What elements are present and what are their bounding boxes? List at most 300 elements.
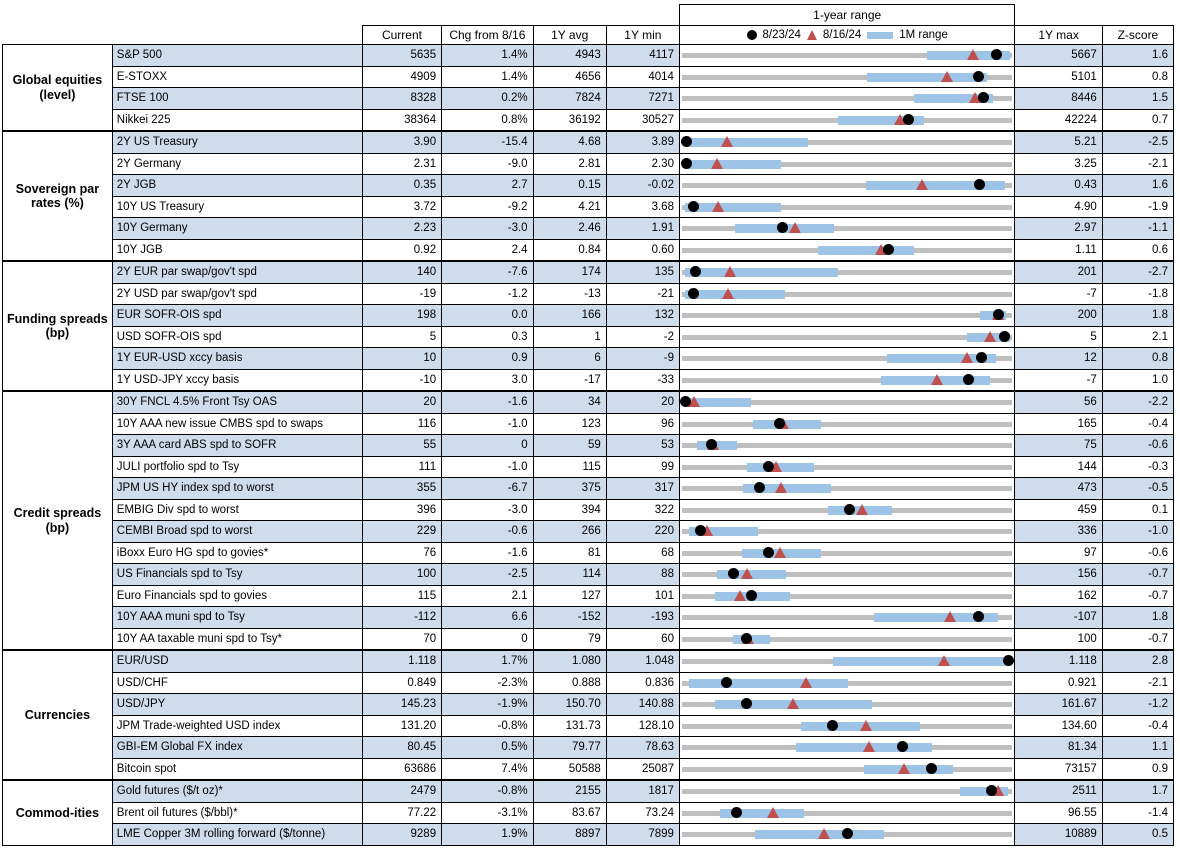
table-row — [3, 585, 1174, 607]
row-label: 10Y US Treasury — [112, 196, 362, 218]
table-row — [3, 521, 1174, 543]
cell-zscore: 1.6 — [1102, 175, 1173, 197]
cell-change: 2.4 — [442, 239, 533, 261]
cell-avg: 1 — [533, 326, 606, 348]
cell-max: 100 — [1015, 628, 1102, 650]
current-marker-icon — [690, 266, 701, 277]
cell-change: 0.0 — [442, 305, 533, 327]
cell-max: 56 — [1015, 391, 1102, 413]
cell-current: 5635 — [362, 45, 441, 67]
group-label: Sovereign par rates (%) — [3, 131, 113, 261]
range-chart-cell — [679, 650, 1014, 672]
cell-zscore: -0.7 — [1102, 564, 1173, 586]
row-label: Bitcoin spot — [112, 758, 362, 780]
current-marker-icon — [844, 504, 855, 515]
cell-min: 132 — [606, 305, 679, 327]
cell-avg: 2.81 — [533, 153, 606, 175]
cell-avg: 127 — [533, 585, 606, 607]
cell-avg: 36192 — [533, 109, 606, 131]
row-label: EMBIG Div spd to worst — [112, 499, 362, 521]
cell-min: 317 — [606, 478, 679, 500]
current-marker-icon — [741, 698, 752, 709]
current-marker-icon — [741, 633, 752, 644]
current-marker-icon — [688, 288, 699, 299]
cell-min: 3.68 — [606, 196, 679, 218]
cell-avg: 34 — [533, 391, 606, 413]
cell-current: 63686 — [362, 758, 441, 780]
row-label: 10Y AA taxable muni spd to Tsy* — [112, 628, 362, 650]
cell-change: -3.0 — [442, 499, 533, 521]
current-marker-icon — [695, 525, 706, 536]
table-row — [3, 413, 1174, 435]
table-row — [3, 196, 1174, 218]
legend-bar-label: 1M range — [899, 29, 948, 41]
cell-min: 20 — [606, 391, 679, 413]
row-label: 10Y JGB — [112, 239, 362, 261]
range-chart-cell — [679, 607, 1014, 629]
cell-avg: 79.77 — [533, 737, 606, 759]
prior-week-marker-icon — [944, 611, 956, 622]
cell-zscore: -2.5 — [1102, 131, 1173, 153]
cell-max: 165 — [1015, 413, 1102, 435]
table-row — [3, 758, 1174, 780]
cell-zscore: -1.1 — [1102, 218, 1173, 240]
cell-zscore: -1.0 — [1102, 521, 1173, 543]
cell-min: 1817 — [606, 780, 679, 802]
cell-current: 229 — [362, 521, 441, 543]
cell-max: 10889 — [1015, 824, 1102, 846]
table-row — [3, 824, 1174, 846]
cell-change: -1.6 — [442, 391, 533, 413]
header-spacer-chg — [442, 5, 533, 26]
current-marker-icon — [993, 309, 1004, 320]
cell-max: 459 — [1015, 499, 1102, 521]
cell-min: 4117 — [606, 45, 679, 67]
table-row — [3, 456, 1174, 478]
cell-max: 200 — [1015, 305, 1102, 327]
cell-change: -7.6 — [442, 261, 533, 283]
cell-zscore: -1.8 — [1102, 283, 1173, 305]
prior-week-marker-icon — [967, 49, 979, 60]
range-chart-cell — [679, 672, 1014, 694]
prior-week-marker-icon — [800, 677, 812, 688]
prior-week-marker-icon — [711, 158, 723, 169]
cell-zscore: 1.6 — [1102, 45, 1173, 67]
cell-current: 77.22 — [362, 802, 441, 824]
prior-week-marker-icon — [775, 482, 787, 493]
table-row — [3, 326, 1174, 348]
header-spacer-label — [112, 5, 362, 26]
header-z: Z-score — [1102, 26, 1173, 45]
prior-week-marker-icon — [916, 179, 928, 190]
cell-change: 2.1 — [442, 585, 533, 607]
header-min: 1Y min — [606, 26, 679, 45]
cell-min: 60 — [606, 628, 679, 650]
cell-current: 145.23 — [362, 694, 441, 716]
prior-week-marker-icon — [941, 71, 953, 82]
cell-max: 156 — [1015, 564, 1102, 586]
cell-zscore: 0.7 — [1102, 109, 1173, 131]
cell-min: -0.02 — [606, 175, 679, 197]
current-marker-icon — [763, 461, 774, 472]
cell-current: 1.118 — [362, 650, 441, 672]
cell-max: 134.60 — [1015, 715, 1102, 737]
row-label: JULI portfolio spd to Tsy — [112, 456, 362, 478]
cell-zscore: 1.7 — [1102, 780, 1173, 802]
cell-min: 96 — [606, 413, 679, 435]
current-marker-icon — [681, 158, 692, 169]
range-chart-cell — [679, 758, 1014, 780]
header-range-title: 1-year range — [679, 5, 1014, 26]
row-label: 3Y AAA card ABS spd to SOFR — [112, 435, 362, 457]
range-track — [682, 551, 1012, 556]
prior-week-marker-icon — [863, 741, 875, 752]
cell-avg: 6 — [533, 348, 606, 370]
range-chart-cell — [679, 283, 1014, 305]
cell-min: 88 — [606, 564, 679, 586]
cell-current: 115 — [362, 585, 441, 607]
cell-change: 0.3 — [442, 326, 533, 348]
table-row — [3, 218, 1174, 240]
header-spacer-current — [362, 5, 441, 26]
current-marker-icon — [728, 568, 739, 579]
cell-current: 116 — [362, 413, 441, 435]
range-chart-cell — [679, 305, 1014, 327]
current-marker-icon — [763, 547, 774, 558]
current-marker-icon — [731, 807, 742, 818]
cell-change: -9.2 — [442, 196, 533, 218]
range-track — [682, 465, 1012, 470]
table-row — [3, 499, 1174, 521]
cell-max: -107 — [1015, 607, 1102, 629]
cell-zscore: -0.5 — [1102, 478, 1173, 500]
prior-week-marker-icon — [722, 288, 734, 299]
range-chart-cell — [679, 628, 1014, 650]
current-marker-icon — [827, 720, 838, 731]
table-row — [3, 391, 1174, 413]
table-row — [3, 239, 1174, 261]
range-chart-cell — [679, 780, 1014, 802]
cell-avg: 83.67 — [533, 802, 606, 824]
range-track — [682, 335, 1012, 340]
header-spacer-avg — [533, 5, 606, 26]
group-label: Global equities (level) — [3, 45, 113, 132]
row-label: 30Y FNCL 4.5% Front Tsy OAS — [112, 391, 362, 413]
cell-zscore: -0.3 — [1102, 456, 1173, 478]
row-label: 10Y AAA new issue CMBS spd to swaps — [112, 413, 362, 435]
range-track — [682, 637, 1012, 642]
cell-change: 1.9% — [442, 824, 533, 846]
cell-current: 8328 — [362, 88, 441, 110]
cell-min: 7271 — [606, 88, 679, 110]
current-marker-icon — [897, 741, 908, 752]
prior-week-marker-icon — [721, 136, 733, 147]
range-chart-cell — [679, 218, 1014, 240]
row-label: 10Y AAA muni spd to Tsy — [112, 607, 362, 629]
cell-max: 0.921 — [1015, 672, 1102, 694]
cell-avg: 394 — [533, 499, 606, 521]
range-chart-cell — [679, 391, 1014, 413]
legend-triangle-label: 8/16/24 — [822, 29, 862, 41]
cell-avg: 4943 — [533, 45, 606, 67]
cell-min: 0.60 — [606, 239, 679, 261]
current-marker-icon — [986, 785, 997, 796]
range-track — [682, 486, 1012, 491]
cell-current: -19 — [362, 283, 441, 305]
row-label: JPM US HY index spd to worst — [112, 478, 362, 500]
current-marker-icon — [842, 828, 853, 839]
cell-min: 135 — [606, 261, 679, 283]
cell-change: 7.4% — [442, 758, 533, 780]
table-row — [3, 802, 1174, 824]
cell-avg: 131.73 — [533, 715, 606, 737]
table-row — [3, 45, 1174, 67]
cell-change: -0.8% — [442, 715, 533, 737]
cell-min: 68 — [606, 542, 679, 564]
cell-change: -15.4 — [442, 131, 533, 153]
current-marker-icon — [978, 92, 989, 103]
current-marker-icon — [688, 201, 699, 212]
legend-dot-label: 8/23/24 — [762, 29, 801, 41]
current-marker-icon — [1003, 655, 1014, 666]
cell-min: -33 — [606, 369, 679, 391]
range-chart-cell — [679, 478, 1014, 500]
row-label: 10Y Germany — [112, 218, 362, 240]
cell-max: 3.25 — [1015, 153, 1102, 175]
cell-current: 9289 — [362, 824, 441, 846]
cell-avg: 8897 — [533, 824, 606, 846]
range-track — [682, 226, 1012, 231]
header-current: Current — [362, 26, 441, 45]
cell-max: 12 — [1015, 348, 1102, 370]
cell-change: 3.0 — [442, 369, 533, 391]
row-label: LME Copper 3M rolling forward ($/tonne) — [112, 824, 362, 846]
cell-max: 1.118 — [1015, 650, 1102, 672]
header-chg: Chg from 8/16 — [442, 26, 533, 45]
prior-week-marker-icon — [898, 763, 910, 774]
cell-min: 2.30 — [606, 153, 679, 175]
one-month-range-bar — [818, 246, 914, 255]
table-row — [3, 607, 1174, 629]
cell-avg: 115 — [533, 456, 606, 478]
range-track — [682, 313, 1012, 318]
range-chart-cell — [679, 585, 1014, 607]
cell-current: 140 — [362, 261, 441, 283]
cell-zscore: -2.1 — [1102, 672, 1173, 694]
range-chart-cell — [679, 369, 1014, 391]
cell-zscore: -0.6 — [1102, 435, 1173, 457]
cell-change: 2.7 — [442, 175, 533, 197]
cell-min: 30527 — [606, 109, 679, 131]
prior-week-marker-icon — [938, 655, 950, 666]
cell-zscore: -0.4 — [1102, 715, 1173, 737]
cell-change: -0.8% — [442, 780, 533, 802]
table-body — [3, 45, 1174, 846]
cell-change: -1.9% — [442, 694, 533, 716]
cell-min: 53 — [606, 435, 679, 457]
cell-min: 7899 — [606, 824, 679, 846]
one-month-range-bar — [867, 73, 986, 82]
cell-min: 220 — [606, 521, 679, 543]
row-label: USD/CHF — [112, 672, 362, 694]
row-label: 2Y USD par swap/gov't spd — [112, 283, 362, 305]
row-label: USD SOFR-OIS spd — [112, 326, 362, 348]
header-label-blank — [112, 26, 362, 45]
range-chart-cell — [679, 261, 1014, 283]
cell-avg: 81 — [533, 542, 606, 564]
row-label: 2Y EUR par swap/gov't spd — [112, 261, 362, 283]
cell-zscore: 0.8 — [1102, 66, 1173, 88]
one-month-range-bar — [685, 138, 808, 147]
cell-max: 336 — [1015, 521, 1102, 543]
header-row-main — [3, 26, 1174, 45]
table-row — [3, 131, 1174, 153]
row-label: US Financials spd to Tsy — [112, 564, 362, 586]
cell-max: 0.43 — [1015, 175, 1102, 197]
row-label: Euro Financials spd to govies — [112, 585, 362, 607]
range-chart-cell — [679, 499, 1014, 521]
cell-current: 55 — [362, 435, 441, 457]
range-chart-cell — [679, 715, 1014, 737]
cell-current: 20 — [362, 391, 441, 413]
cell-avg: 50588 — [533, 758, 606, 780]
cell-max: -7 — [1015, 369, 1102, 391]
cell-change: -2.3% — [442, 672, 533, 694]
prior-week-marker-icon — [787, 698, 799, 709]
one-month-range-bar — [685, 203, 781, 212]
cell-zscore: -0.6 — [1102, 542, 1173, 564]
cell-change: -1.6 — [442, 542, 533, 564]
range-chart-cell — [679, 824, 1014, 846]
cell-zscore: 0.5 — [1102, 824, 1173, 846]
cell-min: 78.63 — [606, 737, 679, 759]
range-chart-cell — [679, 737, 1014, 759]
cell-zscore: -0.7 — [1102, 585, 1173, 607]
table-row — [3, 564, 1174, 586]
header-spacer-min — [606, 5, 679, 26]
cell-current: 80.45 — [362, 737, 441, 759]
row-label: iBoxx Euro HG spd to govies* — [112, 542, 362, 564]
range-chart-cell — [679, 564, 1014, 586]
cell-min: 0.836 — [606, 672, 679, 694]
range-track — [682, 767, 1012, 772]
current-marker-icon — [973, 611, 984, 622]
table-row — [3, 694, 1174, 716]
table-row — [3, 780, 1174, 802]
current-marker-icon — [926, 763, 937, 774]
cell-change: -1.0 — [442, 413, 533, 435]
table-row — [3, 650, 1174, 672]
cell-max: 161.67 — [1015, 694, 1102, 716]
cell-current: 38364 — [362, 109, 441, 131]
one-month-range-bar — [685, 160, 781, 169]
cell-avg: 0.15 — [533, 175, 606, 197]
table-row — [3, 261, 1174, 283]
cell-avg: 79 — [533, 628, 606, 650]
cell-max: 144 — [1015, 456, 1102, 478]
cell-zscore: -2.2 — [1102, 391, 1173, 413]
cell-avg: 375 — [533, 478, 606, 500]
cell-min: 101 — [606, 585, 679, 607]
cell-zscore: 0.1 — [1102, 499, 1173, 521]
range-chart-cell — [679, 435, 1014, 457]
range-chart-cell — [679, 45, 1014, 67]
range-chart-cell — [679, 175, 1014, 197]
cell-change: 1.7% — [442, 650, 533, 672]
cell-current: 131.20 — [362, 715, 441, 737]
cell-zscore: 1.8 — [1102, 305, 1173, 327]
cell-min: 73.24 — [606, 802, 679, 824]
cell-zscore: -1.9 — [1102, 196, 1173, 218]
cell-current: 70 — [362, 628, 441, 650]
current-marker-icon — [883, 244, 894, 255]
cell-zscore: 1.0 — [1102, 369, 1173, 391]
cell-change: -0.6 — [442, 521, 533, 543]
current-marker-icon — [774, 418, 785, 429]
cell-avg: -17 — [533, 369, 606, 391]
cell-current: 3.90 — [362, 131, 441, 153]
current-marker-icon — [991, 49, 1002, 60]
cell-avg: 4.21 — [533, 196, 606, 218]
prior-week-marker-icon — [961, 352, 973, 363]
row-label: FTSE 100 — [112, 88, 362, 110]
cell-avg: 4.68 — [533, 131, 606, 153]
cell-zscore: 0.8 — [1102, 348, 1173, 370]
table-row — [3, 175, 1174, 197]
row-label: 2Y Germany — [112, 153, 362, 175]
cell-max: 97 — [1015, 542, 1102, 564]
cell-max: 201 — [1015, 261, 1102, 283]
range-chart-cell — [679, 66, 1014, 88]
cell-change: -1.2 — [442, 283, 533, 305]
cell-max: 5101 — [1015, 66, 1102, 88]
cell-change: 6.6 — [442, 607, 533, 629]
current-marker-icon — [903, 114, 914, 125]
cell-max: 473 — [1015, 478, 1102, 500]
cell-avg: 114 — [533, 564, 606, 586]
cell-min: 1.91 — [606, 218, 679, 240]
range-chart-cell — [679, 521, 1014, 543]
cell-zscore: 1.5 — [1102, 88, 1173, 110]
cell-zscore: -0.7 — [1102, 628, 1173, 650]
cell-change: -6.7 — [442, 478, 533, 500]
table-row — [3, 628, 1174, 650]
row-label: EUR SOFR-OIS spd — [112, 305, 362, 327]
cell-min: -2 — [606, 326, 679, 348]
cell-zscore: 0.9 — [1102, 758, 1173, 780]
cell-zscore: -1.2 — [1102, 694, 1173, 716]
cell-avg: 266 — [533, 521, 606, 543]
header-spacer-max — [1015, 5, 1102, 26]
cell-min: 322 — [606, 499, 679, 521]
cell-current: 100 — [362, 564, 441, 586]
cell-current: -112 — [362, 607, 441, 629]
one-month-range-bar — [689, 679, 848, 688]
header-max: 1Y max — [1015, 26, 1102, 45]
cell-change: 1.4% — [442, 45, 533, 67]
range-chart-cell — [679, 109, 1014, 131]
one-month-range-bar — [685, 268, 837, 277]
cell-avg: 0.84 — [533, 239, 606, 261]
prior-week-marker-icon — [860, 720, 872, 731]
prior-week-marker-icon — [767, 807, 779, 818]
current-marker-icon — [680, 396, 691, 407]
prior-week-marker-icon — [774, 547, 786, 558]
cell-avg: 1.080 — [533, 650, 606, 672]
cell-change: 0.5% — [442, 737, 533, 759]
cell-max: 2.97 — [1015, 218, 1102, 240]
cell-min: 1.048 — [606, 650, 679, 672]
